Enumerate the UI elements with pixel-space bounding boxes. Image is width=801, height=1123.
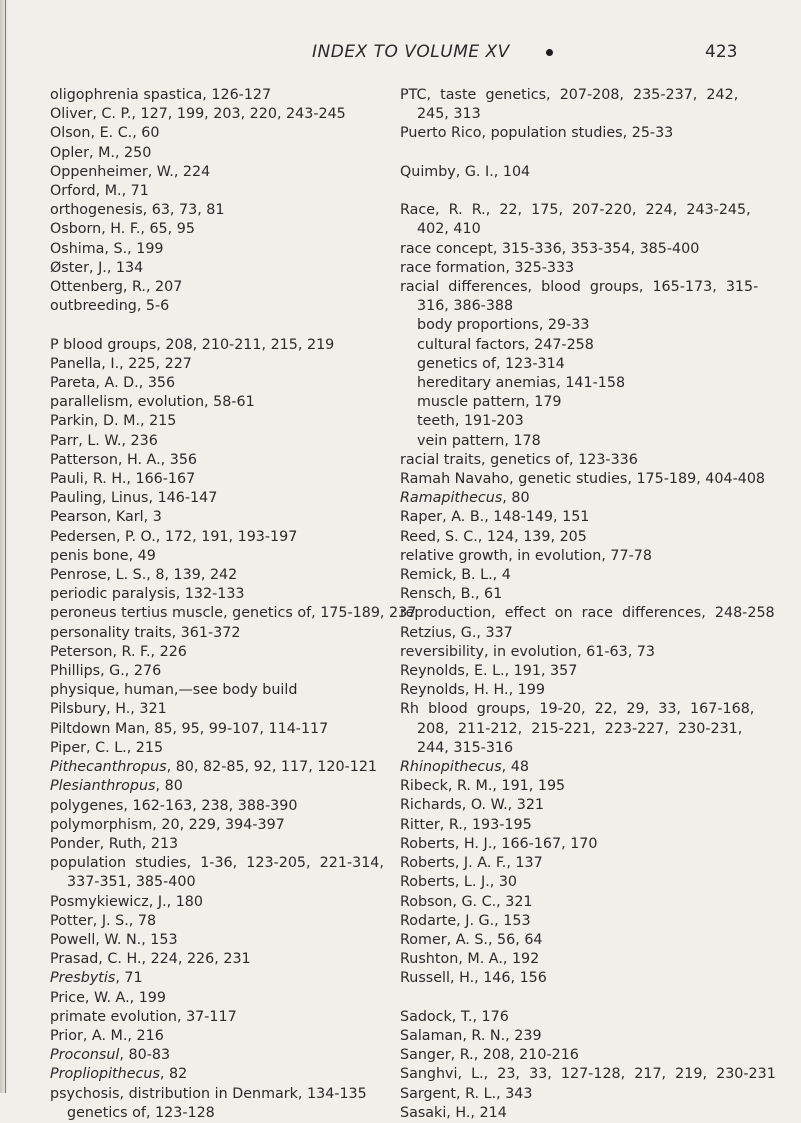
index-entry: reversibility, in evolution, 61-63, 73 — [400, 643, 655, 660]
index-entry: Sadock, T., 176 — [400, 1008, 509, 1025]
index-entry: P blood groups, 208, 210-211, 215, 219 — [50, 336, 335, 353]
index-column-right — [400, 86, 776, 1123]
index-entry: peroneus tertius muscle, genetics of, 175-189, 237 — [50, 605, 417, 622]
index-entry: Romer, A. S., 56, 64 — [400, 931, 543, 948]
index-entry: Sargent, R. L., 343 — [400, 1085, 533, 1102]
running-header — [0, 42, 801, 64]
index-entry: Salaman, R. N., 239 — [400, 1027, 542, 1044]
index-entry — [50, 969, 380, 988]
index-entry: Pauling, Linus, 146-147 — [50, 490, 218, 507]
index-entry: body proportions, 29-33 — [417, 317, 590, 334]
index-entry: Phillips, G., 276 — [50, 663, 162, 680]
index-entry-italic-term: Plesianthropus — [50, 778, 156, 795]
index-entry: PTC, taste genetics, 207-208, 235-237, 242, — [400, 87, 739, 103]
page-binding-edge — [5, 0, 6, 1093]
index-entry-italic-term: Ramapithecus — [400, 490, 503, 507]
index-entry-italic-term: Pithecanthropus — [50, 759, 167, 776]
index-entry: orthogenesis, 63, 73, 81 — [50, 202, 225, 219]
index-entry: Ritter, R., 193-195 — [400, 816, 532, 833]
index-entry: Orford, M., 71 — [50, 183, 149, 200]
index-entry: race concept, 315-336, 353-354, 385-400 — [400, 240, 700, 257]
index-entry: Race, R. R., 22, 175, 207-220, 224, 243-245, — [400, 202, 751, 219]
index-entry: 208, 211-212, 215-221, 223-227, 230-231, — [417, 720, 743, 737]
index-entry: Prior, A. M., 216 — [50, 1027, 164, 1044]
index-entry — [50, 758, 380, 777]
page-number: 423 — [705, 42, 738, 62]
index-entry: muscle pattern, 179 — [417, 394, 562, 411]
header-bullet-ornament — [546, 49, 553, 56]
index-entry — [400, 489, 738, 508]
index-entry: 337-351, 385-400 — [67, 874, 196, 891]
index-entry: Rh blood groups, 19-20, 22, 29, 33, 167-168, — [400, 701, 755, 718]
index-entry: Price, W. A., 199 — [50, 989, 167, 1006]
index-entry: parallelism, evolution, 58-61 — [50, 394, 255, 411]
index-entry: psychosis, distribution in Denmark, 134-135 — [50, 1085, 367, 1102]
index-entry: physique, human,—see body build — [50, 682, 298, 699]
index-entry: Remick, B. L., 4 — [400, 567, 511, 584]
index-entry-pages: , 80, 82-85, 92, 117, 120-121 — [166, 759, 378, 776]
index-entry: Oppenheimer, W., 224 — [50, 163, 211, 180]
index-entry: Reynolds, E. L., 191, 357 — [400, 663, 578, 680]
index-entry — [400, 758, 738, 777]
index-entry: Roberts, L. J., 30 — [400, 874, 518, 891]
index-entry: penis bone, 49 — [50, 547, 156, 564]
index-entry: Sasaki, H., 214 — [400, 1104, 507, 1121]
index-entry — [50, 1065, 380, 1084]
index-entry: Reynolds, H. H., 199 — [400, 682, 545, 699]
index-entry: Sanghvi, L., 23, 33, 127-128, 217, 219, 230-231 — [400, 1066, 776, 1083]
index-entry: Russell, H., 146, 156 — [400, 970, 547, 987]
index-entry: Pareta, A. D., 356 — [50, 375, 176, 392]
index-entry: relative growth, in evolution, 77-78 — [400, 547, 652, 564]
index-entry: Opler, M., 250 — [50, 144, 152, 161]
index-entry: Pauli, R. H., 166-167 — [50, 471, 196, 488]
index-entry: personality traits, 361-372 — [50, 624, 241, 641]
index-entry: primate evolution, 37-117 — [50, 1008, 237, 1025]
index-entry: Retzius, G., 337 — [400, 624, 513, 641]
index-entry: Oliver, C. P., 127, 199, 203, 220, 243-245 — [50, 106, 346, 123]
index-entry: cultural factors, 247-258 — [417, 336, 594, 353]
index-entry-pages: , 71 — [115, 970, 143, 987]
index-entry: Parkin, D. M., 215 — [50, 413, 177, 430]
index-entry: Ottenberg, R., 207 — [50, 279, 183, 296]
index-entry: Ponder, Ruth, 213 — [50, 835, 179, 852]
index-entry: teeth, 191-203 — [417, 413, 524, 430]
index-entry: 316, 386-388 — [417, 298, 514, 315]
index-entry: 245, 313 — [417, 106, 481, 123]
index-entry: Rodarte, J. G., 153 — [400, 912, 531, 929]
index-entry-pages: , 80 — [502, 490, 530, 507]
index-entry: Robson, G. C., 321 — [400, 893, 533, 910]
index-entry: Reed, S. C., 124, 139, 205 — [400, 528, 587, 545]
index-entry — [50, 777, 380, 796]
index-entry-italic-term: Propliopithecus — [50, 1066, 160, 1083]
index-entry: Piltdown Man, 85, 95, 99-107, 114-117 — [50, 720, 329, 737]
index-entry: polymorphism, 20, 229, 394-397 — [50, 816, 285, 833]
index-entry: reproduction, effect on race differences, 248-258 — [400, 605, 775, 622]
index-entry: Penrose, L. S., 8, 139, 242 — [50, 567, 238, 584]
index-entry-pages: , 80-83 — [119, 1047, 171, 1064]
index-entry: Roberts, H. J., 166-167, 170 — [400, 835, 598, 852]
index-entry: genetics of, 123-128 — [67, 1104, 215, 1121]
index-entry: Prasad, C. H., 224, 226, 231 — [50, 951, 251, 968]
index-entry: hereditary anemias, 141-158 — [417, 375, 626, 392]
index-entry-italic-term: Rhinopithecus — [400, 759, 502, 776]
index-entry: Piper, C. L., 215 — [50, 739, 164, 756]
index-entry: Patterson, H. A., 356 — [50, 451, 198, 468]
index-entry-pages: , 48 — [501, 759, 529, 776]
index-entry: genetics of, 123-314 — [417, 355, 565, 372]
index-entry: race formation, 325-333 — [400, 259, 575, 276]
index-entry: Powell, W. N., 153 — [50, 931, 178, 948]
index-entry: periodic paralysis, 132-133 — [50, 586, 245, 603]
index-entry: Potter, J. S., 78 — [50, 912, 157, 929]
index-entry: racial traits, genetics of, 123-336 — [400, 451, 638, 468]
index-entry-pages: , 82 — [159, 1066, 188, 1083]
index-entry: Raper, A. B., 148-149, 151 — [400, 509, 590, 526]
index-entry: Posmykiewicz, J., 180 — [50, 893, 204, 910]
index-entry: Roberts, J. A. F., 137 — [400, 855, 543, 872]
index-entry: Rushton, M. A., 192 — [400, 951, 540, 968]
index-entry: Osborn, H. F., 65, 95 — [50, 221, 195, 238]
index-entry: Ribeck, R. M., 191, 195 — [400, 778, 566, 795]
index-entry: outbreeding, 5-6 — [50, 298, 170, 315]
index-entry: Rensch, B., 61 — [400, 586, 503, 603]
index-entry-pages: , 80 — [155, 778, 183, 795]
index-entry: Pedersen, P. O., 172, 191, 193-197 — [50, 528, 298, 545]
index-entry: vein pattern, 178 — [417, 432, 541, 449]
index-entry: racial differences, blood groups, 165-173, 315- — [400, 279, 759, 295]
index-entry: Panella, I., 225, 227 — [50, 355, 192, 372]
index-entry: Quimby, G. I., 104 — [400, 163, 531, 180]
index-entry — [50, 1046, 380, 1065]
index-entry: Richards, O. W., 321 — [400, 797, 545, 814]
index-entry: population studies, 1-36, 123-205, 221-314, — [50, 855, 384, 872]
index-entry: Oshima, S., 199 — [50, 240, 164, 257]
index-entry-italic-term: Presbytis — [50, 970, 116, 987]
index-entry-italic-term: Proconsul — [50, 1047, 120, 1064]
index-entry: Sanger, R., 208, 210-216 — [400, 1047, 579, 1064]
page-spine-shadow — [0, 0, 8, 1093]
index-entry: Ramah Navaho, genetic studies, 175-189, 404-408 — [400, 471, 766, 488]
index-entry: 244, 315-316 — [417, 739, 514, 756]
index-entry: polygenes, 162-163, 238, 388-390 — [50, 797, 298, 814]
index-entry: Puerto Rico, population studies, 25-33 — [400, 125, 674, 142]
header-title: INDEX TO VOLUME XV — [312, 42, 510, 62]
index-entry: Pilsbury, H., 321 — [50, 701, 167, 718]
index-entry: Parr, L. W., 236 — [50, 432, 158, 449]
index-entry: Peterson, R. F., 226 — [50, 643, 187, 660]
index-column-left — [50, 86, 417, 1123]
index-entry: oligophrenia spastica, 126-127 — [50, 87, 272, 103]
index-entry: 402, 410 — [417, 221, 481, 238]
index-entry: Olson, E. C., 60 — [50, 125, 160, 142]
index-entry: Pearson, Karl, 3 — [50, 509, 162, 526]
index-entry: Øster, J., 134 — [50, 259, 144, 276]
